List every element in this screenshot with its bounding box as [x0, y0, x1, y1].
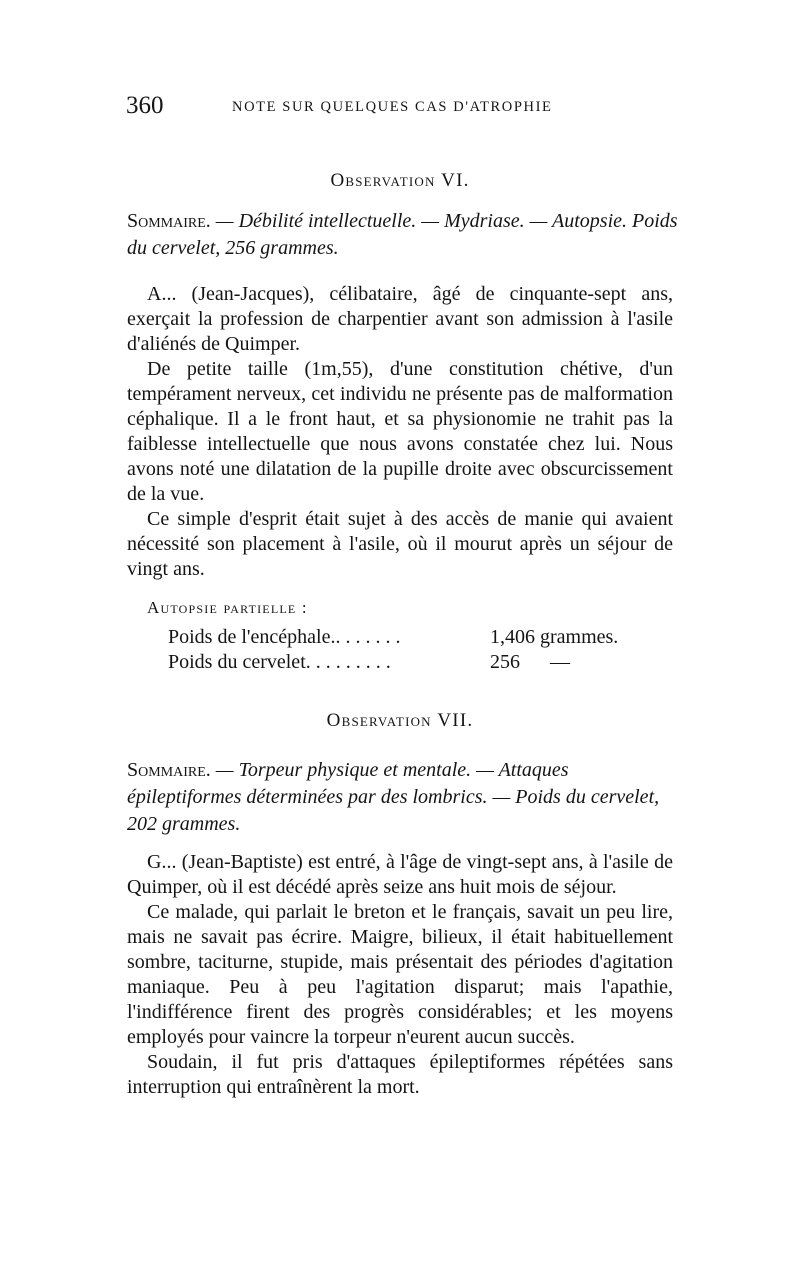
- observation-6-title: Observation VI.: [330, 170, 470, 191]
- paragraph: Soudain, il fut pris d'attaques épileptiformes répétées sans interruption qui entraînèrent la mort.: [127, 1051, 673, 1098]
- summary-lead: Sommaire.: [127, 210, 211, 232]
- weight-value: 1,406 grammes.: [490, 626, 619, 648]
- paragraph: Ce malade, qui parlait le breton et le français, savait un peu lire, mais ne savait pas écrire. Maigre, bilieux, il était habituellement sombre, taciturne, stupide, mais présentait des périodes d'agitation maniaque. Peu à peu l'agitation disparut; mais l'apathie, l'indifférence firent des progrès considérables; et les moyens employés pour vaincre la torpeur n'eurent aucun succès.: [127, 901, 673, 1048]
- running-title: NOTE SUR QUELQUES CAS D'ATROPHIE: [232, 99, 553, 115]
- observation-6-summary: [127, 208, 687, 262]
- paragraph: G... (Jean-Baptiste) est entré, à l'âge de vingt-sept ans, à l'asile de Quimper, où il est décédé après seize ans huit mois de séjour.: [127, 851, 673, 898]
- page-header: [126, 92, 686, 122]
- observation-6-body: [127, 282, 673, 582]
- autopsy-heading: Autopsie partielle :: [147, 598, 308, 617]
- observation-7-summary: [127, 757, 687, 838]
- summary-lead: Sommaire.: [127, 759, 211, 781]
- weight-label: Poids de l'encéphale.. . . . . . .: [168, 626, 401, 648]
- observation-7-title: Observation VII.: [326, 710, 474, 731]
- weight-value: 256 —: [490, 651, 570, 673]
- weight-label: Poids du cervelet. . . . . . . . .: [168, 651, 391, 673]
- weight-row: [168, 650, 648, 675]
- page-number: 360: [126, 92, 164, 119]
- weight-row: [168, 625, 648, 650]
- paragraph: Ce simple d'esprit était sujet à des accès de manie qui avaient nécessité son placement à l'asile, où il mourut après un séjour de vingt ans.: [127, 508, 673, 580]
- paragraph: A... (Jean-Jacques), célibataire, âgé de cinquante-sept ans, exerçait la profession de charpentier avant son admission à l'asile d'aliénés de Quimper.: [127, 283, 673, 355]
- weights-table: [168, 625, 648, 675]
- paragraph: De petite taille (1m,55), d'une constitution chétive, d'un tempérament nerveux, cet individu ne présente pas de malformation céphalique. Il a le front haut, et sa physionomie ne trahit pas la faiblesse intellectuelle que nous avons constatée chez lui. Nous avons noté une dilatation de la pupille droite avec obscurcissement de la vue.: [127, 358, 673, 505]
- summary-text: — Débilité intellectuelle. — Mydriase. — Autopsie. Poids du cervelet, 256 grammes.: [127, 210, 678, 259]
- summary-text: — Torpeur physique et mentale. — Attaques épileptiformes déterminées par des lombrics. — Poids du cervelet, 202 grammes.: [127, 759, 660, 835]
- observation-7-body: [127, 850, 673, 1100]
